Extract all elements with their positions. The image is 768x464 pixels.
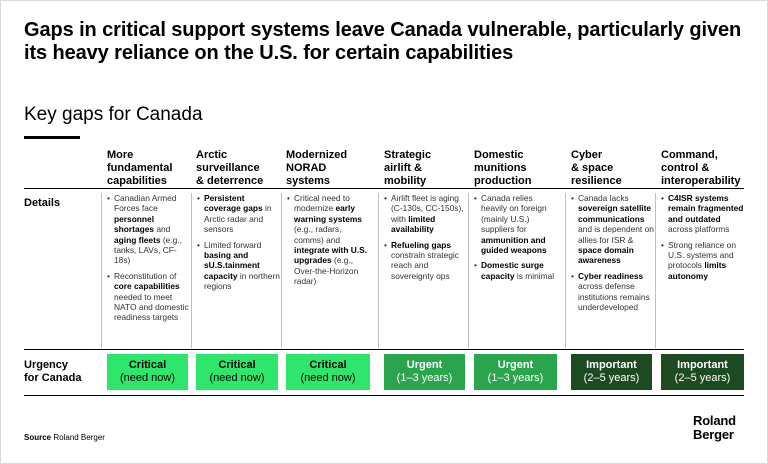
table-bottom-divider <box>24 395 744 396</box>
column-heading-munitions: Domestic munitions production <box>474 149 532 187</box>
details-row-label: Details <box>24 197 61 209</box>
details-cell-cyber-space: • Canada lacks sovereign satellite communications and is dependent on allies for ISR & space domain awareness • Cyber readiness across defense institutions remains underdeveloped <box>565 193 655 348</box>
title-underline <box>24 136 80 139</box>
urgency-divider <box>24 349 744 350</box>
column-heading-norad: Modernized NORAD systems <box>286 149 348 187</box>
details-cell-arctic: • Persistent coverage gaps in Arctic radar and sensors • Limited forward basing and sU.S.tainment capacity in northern regions <box>191 193 280 348</box>
source-note: Source Roland Berger <box>24 433 105 442</box>
details-cell-munitions: • Canada relies heavily on foreign (mainly U.S.) suppliers for ammunition and guided weapons • Domestic surge capacity is minimal <box>468 193 560 348</box>
details-cell-fundamental-capabilities: • Canadian Armed Forces face personnel shortages and aging fleets (e.g., tanks, LAVs, CF-18s) • Reconstitution of core capabilities needed to meet NATO and domestic readiness targets <box>101 193 190 348</box>
column-heading-command-control: Command, control & interoperability <box>661 149 741 187</box>
header-divider <box>24 188 744 189</box>
urgency-badge-critical: Critical (need now) <box>196 354 278 390</box>
column-heading-airlift: Strategic airlift & mobility <box>384 149 432 187</box>
page-subtitle: Key gaps for Canada <box>24 104 203 125</box>
roland-berger-logo: Roland Berger <box>693 413 736 442</box>
urgency-badge-critical: Critical (need now) <box>286 354 370 390</box>
urgency-badge-important: Important (2–5 years) <box>571 354 652 390</box>
column-heading-cyber-space: Cyber & space resilience <box>571 149 622 187</box>
details-cell-command-control: • C4ISR systems remain fragmented and outdated across platforms • Strong reliance on U.S. systems and protocols limits autonomy <box>655 193 746 348</box>
urgency-badge-critical: Critical (need now) <box>107 354 188 390</box>
details-cell-airlift: • Airlift fleet is aging (C-130s, CC-150s), with limited availability • Refueling gaps constrain strategic reach and sovereignty ops <box>378 193 467 348</box>
urgency-badge-urgent: Urgent (1–3 years) <box>474 354 557 390</box>
details-cell-norad: • Critical need to modernize early warning systems (e.g., radars, comms) and integrate with U.S. upgrades (e.g., Over-the-Horizon radar) <box>281 193 373 348</box>
urgency-row-label: Urgency for Canada <box>24 359 82 384</box>
urgency-badge-urgent: Urgent (1–3 years) <box>384 354 465 390</box>
urgency-badge-important: Important (2–5 years) <box>661 354 744 390</box>
column-heading-arctic: Arctic surveillance & deterrence <box>196 149 264 187</box>
column-heading-fundamental-capabilities: More fundamental capabilities <box>107 149 173 187</box>
page-title: Gaps in critical support systems leave Canada vulnerable, particularly given its heavy reliance on the U.S. for certain capabilities <box>24 19 742 64</box>
